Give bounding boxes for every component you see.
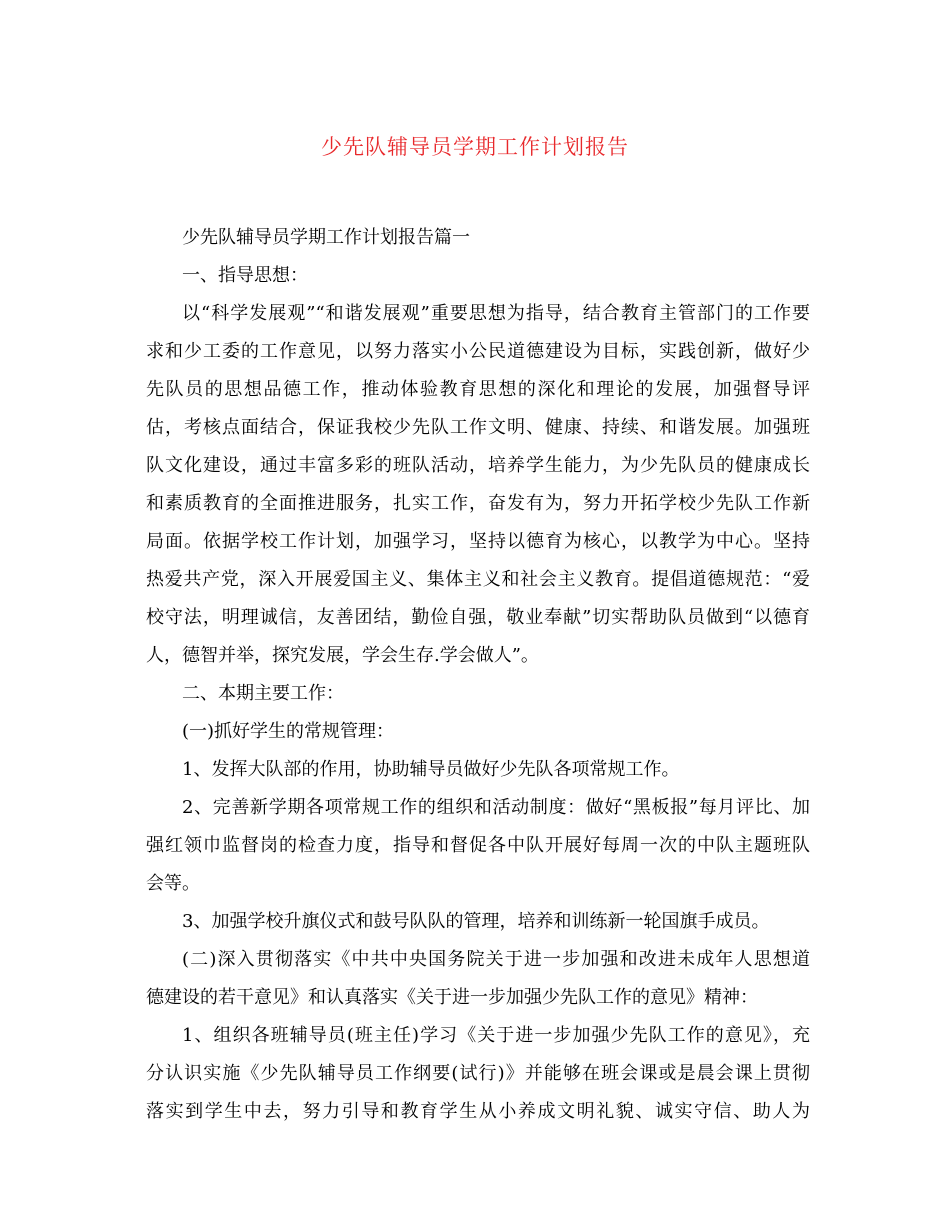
text-line: 强红领巾监督岗的检查力度，指导和督促各中队开展好每周一次的中队主题班队	[146, 835, 810, 856]
text-line: 人，德智并举，探究发展，学会生存.学会做人”。	[146, 645, 539, 666]
text-line: 一、指导思想：	[182, 265, 308, 286]
text-line: 估，考核点面结合，保证我校少先队工作文明、健康、持续、和谐发展。加强班	[146, 417, 810, 438]
text-line: 先队员的思想品德工作，推动体验教育思想的深化和理论的发展，加强督导评	[146, 379, 810, 400]
text-line: 少先队辅导员学期工作计划报告篇一	[182, 227, 470, 248]
document-title: 少先队辅导员学期工作计划报告	[321, 135, 629, 159]
text-line: 1、发挥大队部的作用，协助辅导员做好少先队各项常规工作。	[182, 759, 680, 780]
text-line: 2、完善新学期各项常规工作的组织和活动制度：做好“黑板报”每月评比、加	[182, 797, 810, 818]
text-line: 求和少工委的工作意见，以努力落实小公民道德建设为目标，实践创新，做好少	[146, 341, 810, 362]
text-line: 会等。	[146, 873, 200, 894]
text-line: 1、组织各班辅导员(班主任)学习《关于进一步加强少先队工作的意见》，充	[182, 1025, 810, 1046]
text-line: 热爱共产党，深入开展爱国主义、集体主义和社会主义教育。提倡道德规范：“爱	[146, 569, 810, 590]
text-line: 落实到学生中去，努力引导和教育学生从小养成文明礼貌、诚实守信、助人为	[146, 1101, 810, 1122]
text-line: 队文化建设，通过丰富多彩的班队活动，培养学生能力，为少先队员的健康成长	[146, 455, 810, 476]
document-body	[146, 219, 810, 1131]
text-line: 分认识实施《少先队辅导员工作纲要(试行)》并能够在班会课或是晨会课上贯彻	[146, 1063, 810, 1084]
text-line: 校守法，明理诚信，友善团结，勤俭自强，敬业奉献”切实帮助队员做到“以德育	[146, 607, 810, 628]
text-line: 和素质教育的全面推进服务，扎实工作，奋发有为，努力开拓学校少先队工作新	[146, 493, 810, 514]
text-line: (一)抓好学生的常规管理：	[182, 721, 395, 742]
text-line: 局面。依据学校工作计划，加强学习，坚持以德育为核心，以教学为中心。坚持	[146, 531, 810, 552]
text-line: 德建设的若干意见》和认真落实《关于进一步加强少先队工作的意见》精神：	[146, 987, 758, 1008]
text-line: 3、加强学校升旗仪式和鼓号队队的管理，培养和训练新一轮国旗手成员。	[182, 911, 770, 932]
text-line: 以“科学发展观”“和谐发展观”重要思想为指导，结合教育主管部门的工作要	[182, 303, 810, 324]
text-line: (二)深入贯彻落实《中共中央国务院关于进一步加强和改进未成年人思想道	[182, 949, 810, 970]
text-line: 二、本期主要工作：	[182, 683, 344, 704]
